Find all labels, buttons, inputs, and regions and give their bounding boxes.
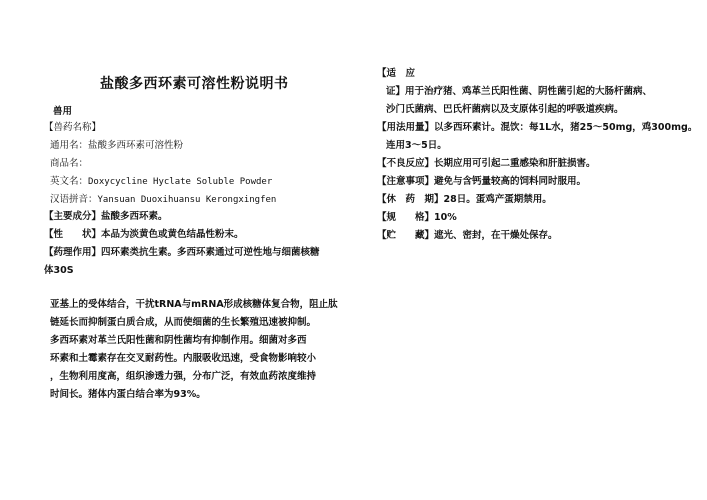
generic-name-row — [50, 139, 183, 153]
english-name-row — [50, 175, 272, 189]
generic-name-label: 通用名： — [50, 140, 89, 151]
english-name-value: Doxycycline Hyclate Soluble Powder — [88, 177, 273, 187]
indication-header: 【适 应 — [377, 68, 416, 79]
precautions: 【注意事项】避免与含钙量较高的饲料同时服用。 — [377, 176, 587, 187]
adverse-reactions: 【不良反应】长期应用可引起二重感染和肝脏损害。 — [377, 158, 596, 169]
specification: 【规 格】10% — [377, 212, 457, 223]
pharmacology-paragraph-line: 亚基上的受体结合，干扰tRNA与mRNA形成核糖体复合物，阻止肽 — [50, 299, 338, 310]
generic-name-value: 盐酸多西环素可溶性粉 — [88, 140, 184, 151]
pharmacology-paragraph-line: 时间长。猪体内蛋白结合率为93%。 — [50, 389, 206, 400]
indication-line-2: 沙门氏菌病、巴氏杆菌病以及支原体引起的呼吸道疾病。 — [386, 104, 624, 115]
pharmacology-paragraph-line: 环素和土霉素存在交叉耐药性。内服吸收迅速，受食物影响较小 — [50, 353, 317, 364]
indication-line-1: 证】用于治疗猪、鸡革兰氏阳性菌、阴性菌引起的大肠杆菌病、 — [386, 86, 653, 97]
english-name-label: 英文名： — [50, 176, 89, 187]
dosage-line-2: 连用3～5日。 — [386, 140, 447, 151]
pharmacology-line-2: 体30S — [44, 265, 74, 276]
pharmacology-paragraph-line: 多西环素对革兰氏阳性菌和阴性菌均有抑制作用。细菌对多西 — [50, 335, 307, 346]
drug-name-header: 【兽药名称】 — [44, 122, 102, 133]
pinyin-row — [50, 193, 276, 207]
pharmacology-paragraph-line: 链延长而抑制蛋白质合成，从而使细菌的生长繁殖迅速被抑制。 — [50, 317, 317, 328]
trade-name-label: 商品名： — [50, 158, 89, 169]
document-title: 盐酸多西环素可溶性粉说明书 — [100, 76, 289, 92]
withdrawal-period: 【休 药 期】28日。蛋鸡产蛋期禁用。 — [377, 194, 552, 205]
storage: 【贮 藏】遮光、密封，在干燥处保存。 — [377, 230, 558, 241]
character: 【性 状】本品为淡黄色或黄色结晶性粉末。 — [44, 229, 244, 240]
dosage-line-1: 【用法用量】以多西环素计。混饮：每1L水，猪25～50mg，鸡300mg。 — [377, 122, 698, 133]
pharmacology-line-1: 【药理作用】四环素类抗生素。多西环素通过可逆性地与细菌核糖 — [44, 247, 320, 258]
main-ingredient: 【主要成分】盐酸多西环素。 — [44, 211, 168, 222]
pinyin-value: Yansuan Duoxihuansu Kerongxingfen — [97, 195, 277, 205]
pharmacology-paragraph-line: ，生物利用度高，组织渗透力强，分布广泛，有效血药浓度维持 — [50, 371, 317, 382]
veterinary-use-label: 兽用 — [53, 106, 73, 117]
pinyin-label: 汉语拼音： — [50, 194, 98, 205]
